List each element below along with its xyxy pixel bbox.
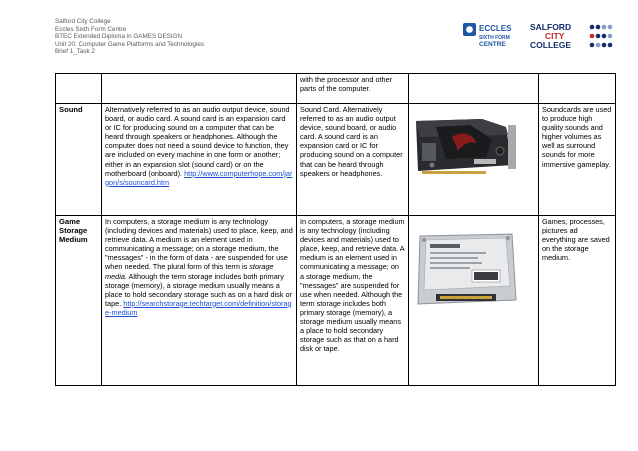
- row-image-cell: [409, 104, 539, 216]
- row-definition: [102, 216, 297, 386]
- row-category: Sound: [56, 104, 102, 216]
- table-cell: [539, 74, 616, 104]
- header-line: Salford City College: [55, 18, 111, 25]
- salford-logo-word: SALFORD: [530, 22, 572, 32]
- sound-card-image: [412, 113, 520, 187]
- salford-city-college-logo: [528, 17, 616, 55]
- eccles-logo-dot: [466, 26, 473, 33]
- source-link[interactable]: http://www.computerhope.com/jargon/s/souncard.htm: [105, 168, 293, 187]
- header-line: Brief 1_Task 2: [55, 48, 95, 56]
- technology-table: [55, 73, 616, 386]
- header-line: Unit 20: Computer Game Platforms and Technologies: [55, 40, 204, 48]
- eccles-logo: [461, 17, 521, 55]
- source-link[interactable]: http://searchstorage.techtarget.com/definition/storage-medium: [105, 298, 292, 317]
- definition-italic: storage media: [105, 262, 274, 281]
- table-row: [56, 216, 616, 386]
- definition-text: In computers, a storage medium is any technology (including devices and materials) used to place, keep, and retrieve data. A medium is an element used in communicating a message; on a storage medium, the "messages" - in the form of data - are suspended for use when needed. The plural form of this term is: [105, 217, 293, 272]
- table-cell: [56, 74, 102, 104]
- row-definition: [102, 104, 297, 216]
- table-cell: [409, 74, 539, 104]
- document-header: [55, 18, 204, 56]
- eccles-logo-word: ECCLES: [479, 24, 512, 33]
- header-line: Eccles Sixth Form Centre: [55, 25, 127, 33]
- eccles-logo-word: SIXTH FORM: [479, 35, 510, 41]
- salford-logo-dots: [590, 25, 613, 48]
- header-line: BTEC Extended Diploma in GAMES DESIGN: [55, 33, 183, 41]
- row-image-cell: [409, 216, 539, 386]
- row-description: Sound Card. Alternatively referred to as an audio output device, sound board, or audio card. A sound card is an expansion card or IC for producing sound on a computer that can be heard through speakers or headphones.: [297, 104, 409, 216]
- salford-logo-word: CITY: [545, 31, 565, 41]
- definition-text: Alternatively referred to as an audio output device, sound board, or audio card. A sound card is an expansion card or IC for producing sound on a computer that can be heard through speakers or headphones. Although the computer does not need a sound device to function, they are included on every machine in one form or another; either in an expansion slot (sound card) or on the motherboard (onboard).: [105, 105, 290, 178]
- table-cell: [102, 74, 297, 104]
- hard-disk-image: [412, 230, 520, 310]
- sound-card-description-cont: with the processor and other parts of the computer.: [297, 74, 409, 104]
- row-description: In computers, a storage medium is any technology (including devices and materials) used to place, keep, and retrieve data. A medium is an element used in communicating a message; on a storage medium, the "messages" are suspended for use when needed. Although the term storage includes both primary storage (memory), a storage medium usually means a place to hold secondary storage such as that on a hard disk or tape.: [297, 216, 409, 386]
- eccles-logo-word: CENTRE: [479, 41, 506, 48]
- table-row: [56, 74, 616, 104]
- table-row: [56, 104, 616, 216]
- row-use: Soundcards are used to produce high quality sounds and higher volumes as well as surround sounds for more immersive gameplay.: [539, 104, 616, 216]
- salford-logo-word: COLLEGE: [530, 40, 572, 50]
- row-use: Games, processes, pictures ad everything are saved on the storage medium.: [539, 216, 616, 386]
- definition-text: . Although the term storage includes both primary storage (memory), a storage medium usually means a place to hold secondary storage such as on a hard disk or tape.: [105, 271, 292, 308]
- row-category: Game Storage Medium: [56, 216, 102, 386]
